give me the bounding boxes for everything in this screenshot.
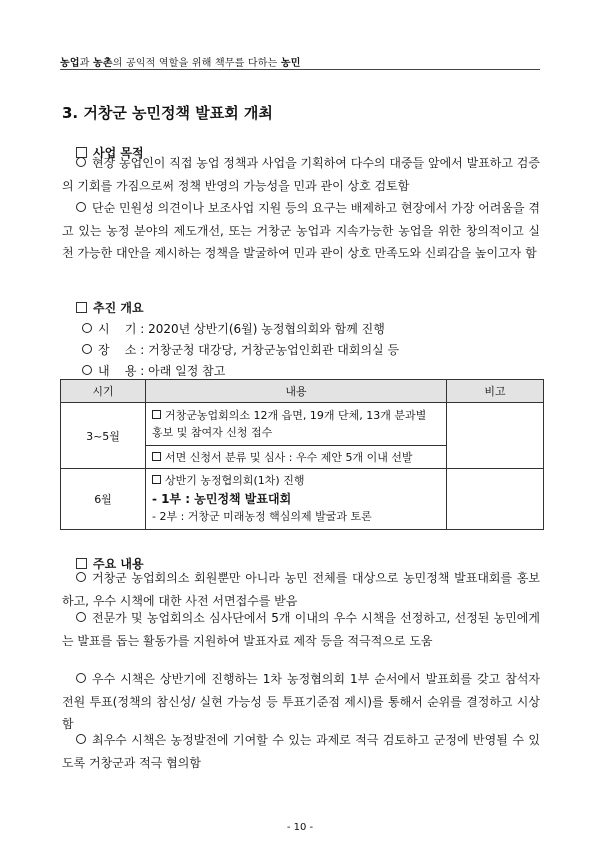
content-line: - 2부 : 거창군 미래농정 핵심의제 발굴과 토론 <box>152 510 372 523</box>
content-line: 상반기 농정협의회(1차) 진행 <box>152 472 440 490</box>
circle-bullet-icon <box>82 344 92 354</box>
note-cell <box>447 469 544 530</box>
page-title: 3. 거창군 농민정책 발표회 개최 <box>62 104 273 122</box>
page-number: - 10 - <box>286 822 314 833</box>
main-content-paragraph-1: 거창군 농업회의소 회원뿐만 아니라 농민 전체를 대상으로 농민정책 발표대회를 홍보하고, 우수 시책에 대한 사전 서면접수를 받음 <box>62 571 540 608</box>
purpose-paragraph-2: 단순 민원성 의견이나 보조사업 지원 등의 요구는 배제하고 현장에서 가장 어려움을 겪고 있는 농정 분야의 제도개선, 또는 거창군 농업과 지속가능한 농업을 위한 창의적이고 실천 가능한 대안을 제시하는 정책을 발굴하여 민과 관이 상호 만족도와 신뢰감을 높이고자 함 <box>62 201 540 260</box>
period-cell: 6월 <box>61 469 146 530</box>
overview-item-content: 내 용 : 아래 일정 참고 <box>82 362 225 379</box>
circle-bullet-icon <box>82 365 92 375</box>
header-divider <box>60 69 540 70</box>
circle-bullet-icon <box>76 612 86 622</box>
running-header: 농업과 농촌의 공익적 역할을 위해 책무를 다하는 농민 <box>60 58 301 69</box>
circle-bullet-icon <box>76 673 86 683</box>
section-heading-main-content: 주요 내용 <box>76 555 144 572</box>
circle-bullet-icon <box>76 157 86 167</box>
section-heading-purpose: 사업 목적 <box>76 144 144 161</box>
section-heading-overview: 추진 개요 <box>76 299 144 316</box>
schedule-table <box>60 379 544 530</box>
overview-item-place: 장 소 : 거창군청 대강당, 거창군농업인회관 대회의실 등 <box>82 341 399 358</box>
table-row <box>61 403 544 446</box>
overview-item-period: 시 기 : 2020년 상반기(6월) 농정협의회와 함께 진행 <box>82 320 385 337</box>
table-header-row <box>61 380 544 403</box>
content-cell <box>146 469 447 530</box>
circle-bullet-icon <box>76 202 86 212</box>
main-content-paragraph-4: 최우수 시책은 농정발전에 기여할 수 있는 과제로 적극 검토하고 군정에 반영될 수 있도록 거창군과 적극 협의함 <box>62 733 540 770</box>
content-cell: 서면 신청서 분류 및 심사 : 우수 제안 5개 이내 선발 <box>146 446 447 469</box>
checkbox-square-icon <box>76 302 87 313</box>
circle-bullet-icon <box>76 572 86 582</box>
note-cell <box>447 403 544 469</box>
content-cell: 거창군농업회의소 12개 읍면, 19개 단체, 13개 분과별 홍보 및 참여자 신청 접수 <box>146 403 447 446</box>
square-bullet-icon <box>152 410 161 419</box>
period-cell: 3~5월 <box>61 403 146 469</box>
content-line: - 1부 : 농민정책 발표대회 <box>152 492 292 506</box>
square-bullet-icon <box>152 452 161 461</box>
main-content-paragraph-2: 전문가 및 농업회의소 심사단에서 5개 이내의 우수 시책을 선정하고, 선정된 농민에게는 발표를 돕는 활동가를 지원하여 발표자료 제작 등을 적극적으로 도움 <box>62 611 540 648</box>
purpose-paragraph-1: 현장 농업인이 직접 농업 정책과 사업을 기획하여 다수의 대중들 앞에서 발표하고 검증의 기회를 가짐으로써 정책 반영의 가능성을 민과 관이 상호 검토함 <box>62 156 540 193</box>
main-content-paragraph-3: 우수 시책은 상반기에 진행하는 1차 농정협의회 1부 순서에서 발표회를 갖고 참석자 전원 투표(정책의 참신성/ 실현 가능성 등 투표기준점 제시)를 통해서 순위를 결정하고 시상함 <box>62 672 540 731</box>
column-header-note: 비고 <box>447 380 544 403</box>
circle-bullet-icon <box>82 323 92 333</box>
square-bullet-icon <box>152 475 161 484</box>
column-header-period: 시기 <box>61 380 146 403</box>
table-row <box>61 469 544 530</box>
column-header-content: 내용 <box>146 380 447 403</box>
circle-bullet-icon <box>76 734 86 744</box>
